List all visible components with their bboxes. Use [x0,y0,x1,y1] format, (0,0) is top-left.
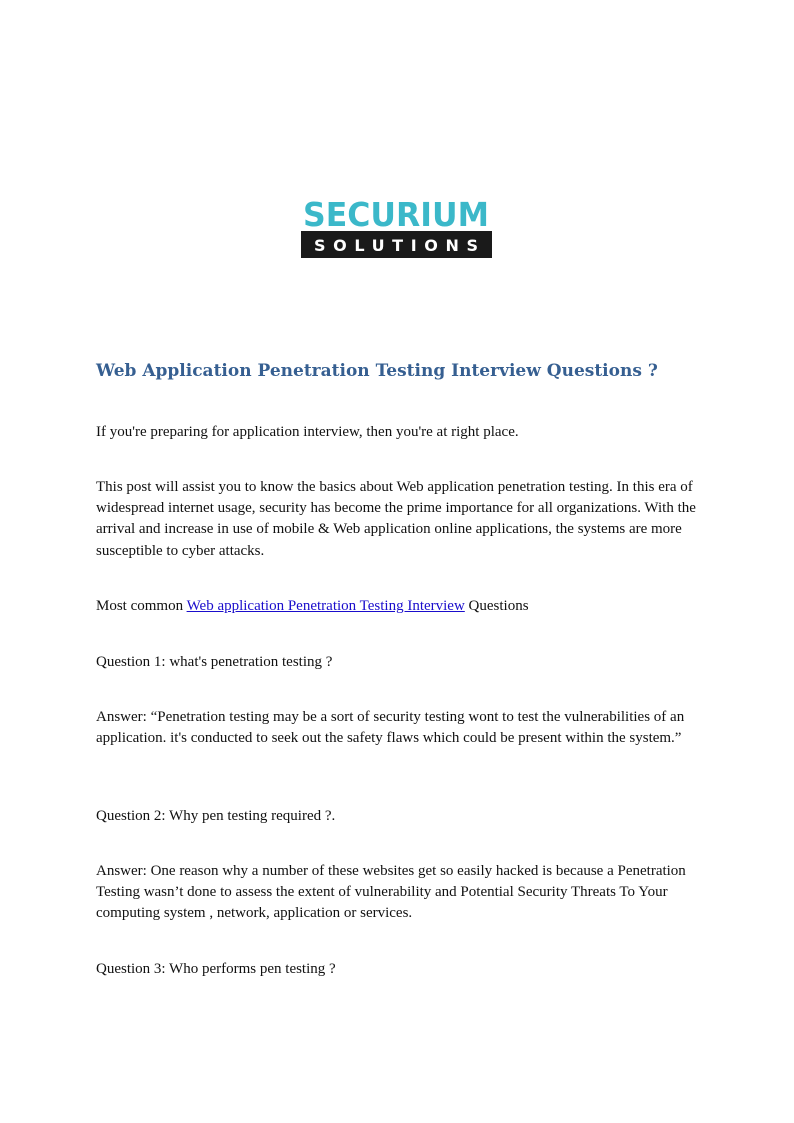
document-title: Web Application Penetration Testing Interview Questions ? [96,361,658,381]
intro-paragraph: If you're preparing for application interview, then you're at right place. [96,424,519,440]
common-questions-paragraph [96,596,696,617]
question-1: Question 1: what's penetration testing ? [96,654,333,670]
common-prefix: Most common [96,598,187,614]
logo-word-bottom: SOLUTIONS [314,236,478,255]
body-paragraph: This post will assist you to know the basics about Web application penetration testing. In this era of widespread internet usage, security has become the prime importance for all organizations. With the arrival and increase in use of mobile & Web application online applications, the systems are more susceptible to cyber attacks. [96,479,696,559]
securium-logo [301,197,492,258]
common-suffix: Questions [464,598,529,614]
question-3: Question 3: Who performs pen testing ? [96,961,336,977]
question-2: Question 2: Why pen testing required ?. [96,808,336,824]
answer-2: Answer: One reason why a number of these websites get so easily hacked is because a Penetration Testing wasn’t done to assess the extent of vulnerability and Potential Security Threats To Your computing system , network, application or services. [96,863,686,922]
logo-graphic [301,197,492,258]
interview-questions-link[interactable]: Web application Penetration Testing Interview [186,598,465,614]
logo-word-top: SECURIUM [303,197,489,234]
answer-1: Answer: “Penetration testing may be a sort of security testing wont to test the vulnerabilities of an application. it's conducted to seek out the safety flaws which could be present within the system.” [96,709,685,747]
